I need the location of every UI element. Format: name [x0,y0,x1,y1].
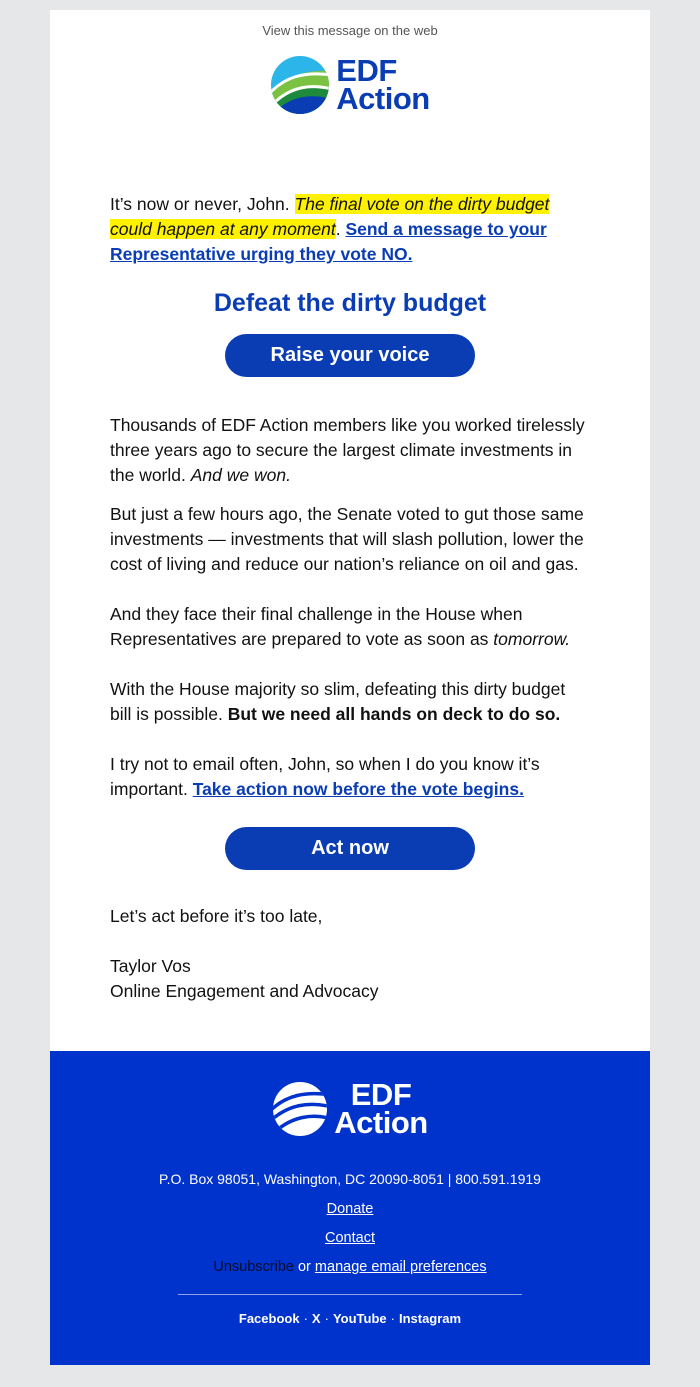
paragraph-5 [110,752,590,802]
view-on-web-bar [50,10,650,45]
youtube-link[interactable]: YouTube [332,1311,387,1326]
intro-dot: . [335,219,346,239]
intro-highlight: The final vote on the dirty budget could happen at any moment [110,194,550,239]
unsubscribe-or: or [293,1259,315,1275]
footer-wordmark [334,1077,428,1140]
message-content [50,192,650,1066]
act-now-button[interactable]: Act now [225,827,475,870]
raise-voice-button[interactable]: Raise your voice [225,334,475,377]
view-on-web-link[interactable]: View this message on the web [262,23,438,38]
unsubscribe-link[interactable]: Unsubscribe [213,1259,294,1275]
p3-emphasis: tomorrow. [493,629,571,649]
footer-address: P.O. Box 98051, Washington, DC 20090-8051 | 800.591.1919 [159,1171,541,1187]
intro-paragraph [110,192,590,267]
header-logo[interactable] [50,51,650,119]
social-separator: · [390,1311,395,1326]
p3-text: And they face their final challenge in the House when Representatives are prepared to vote as soon as [110,604,523,649]
p4-text: With the House majority so slim, defeating this dirty budget bill is possible. [110,679,566,724]
brand-line-2: Action [336,81,430,116]
paragraph-2: But just a few hours ago, the Senate voted to gut those same investments — investments that will slash pollution, lower the cost of living and reduce our nation’s reliance on oil and gas. [110,504,584,574]
headline: Defeat the dirty budget [213,289,487,317]
paragraph-1 [110,413,590,488]
edf-globe-white-icon [272,1081,328,1137]
p1-text: Thousands of EDF Action members like you worked tirelessly three years ago to secure the largest climate investments in the world. [110,415,585,485]
footer-brand-line-1: EDF [350,1077,412,1112]
donate-link[interactable]: Donate [326,1201,374,1217]
edf-globe-icon [270,55,330,115]
facebook-link[interactable]: Facebook [238,1311,300,1326]
footer-brand-line-2: Action [334,1105,428,1140]
signer-title: Online Engagement and Advocacy [110,981,379,1001]
footer-divider [178,1294,522,1295]
x-link[interactable]: X [311,1311,321,1326]
instagram-link[interactable]: Instagram [398,1311,462,1326]
brand-wordmark [336,53,430,116]
contact-link[interactable]: Contact [325,1230,375,1246]
brand-line-1: EDF [336,53,397,88]
send-message-link[interactable]: Send a message to your Representative urging they vote NO. [110,219,547,264]
social-separator: · [303,1311,308,1326]
p4-bold: But we need all hands on deck to do so. [227,704,561,724]
closing-line: Let’s act before it’s too late, [110,906,323,926]
p5-text: I try not to email often, John, so when I do you know it’s important. [110,754,540,799]
social-separator: · [324,1311,329,1326]
p1-emphasis: And we won. [190,465,291,485]
manage-preferences-link[interactable]: manage email preferences [314,1259,487,1275]
social-links [50,1311,650,1326]
signer-name: Taylor Vos [110,956,191,976]
take-action-link[interactable]: Take action now before the vote begins. [192,779,524,799]
footer [50,1051,650,1365]
paragraph-4 [110,677,590,727]
intro-lead: It’s now or never, John. [110,194,295,214]
email-body [50,10,650,1066]
paragraph-3 [110,602,590,652]
unsubscribe-row [50,1259,650,1275]
footer-logo[interactable] [50,1051,650,1140]
